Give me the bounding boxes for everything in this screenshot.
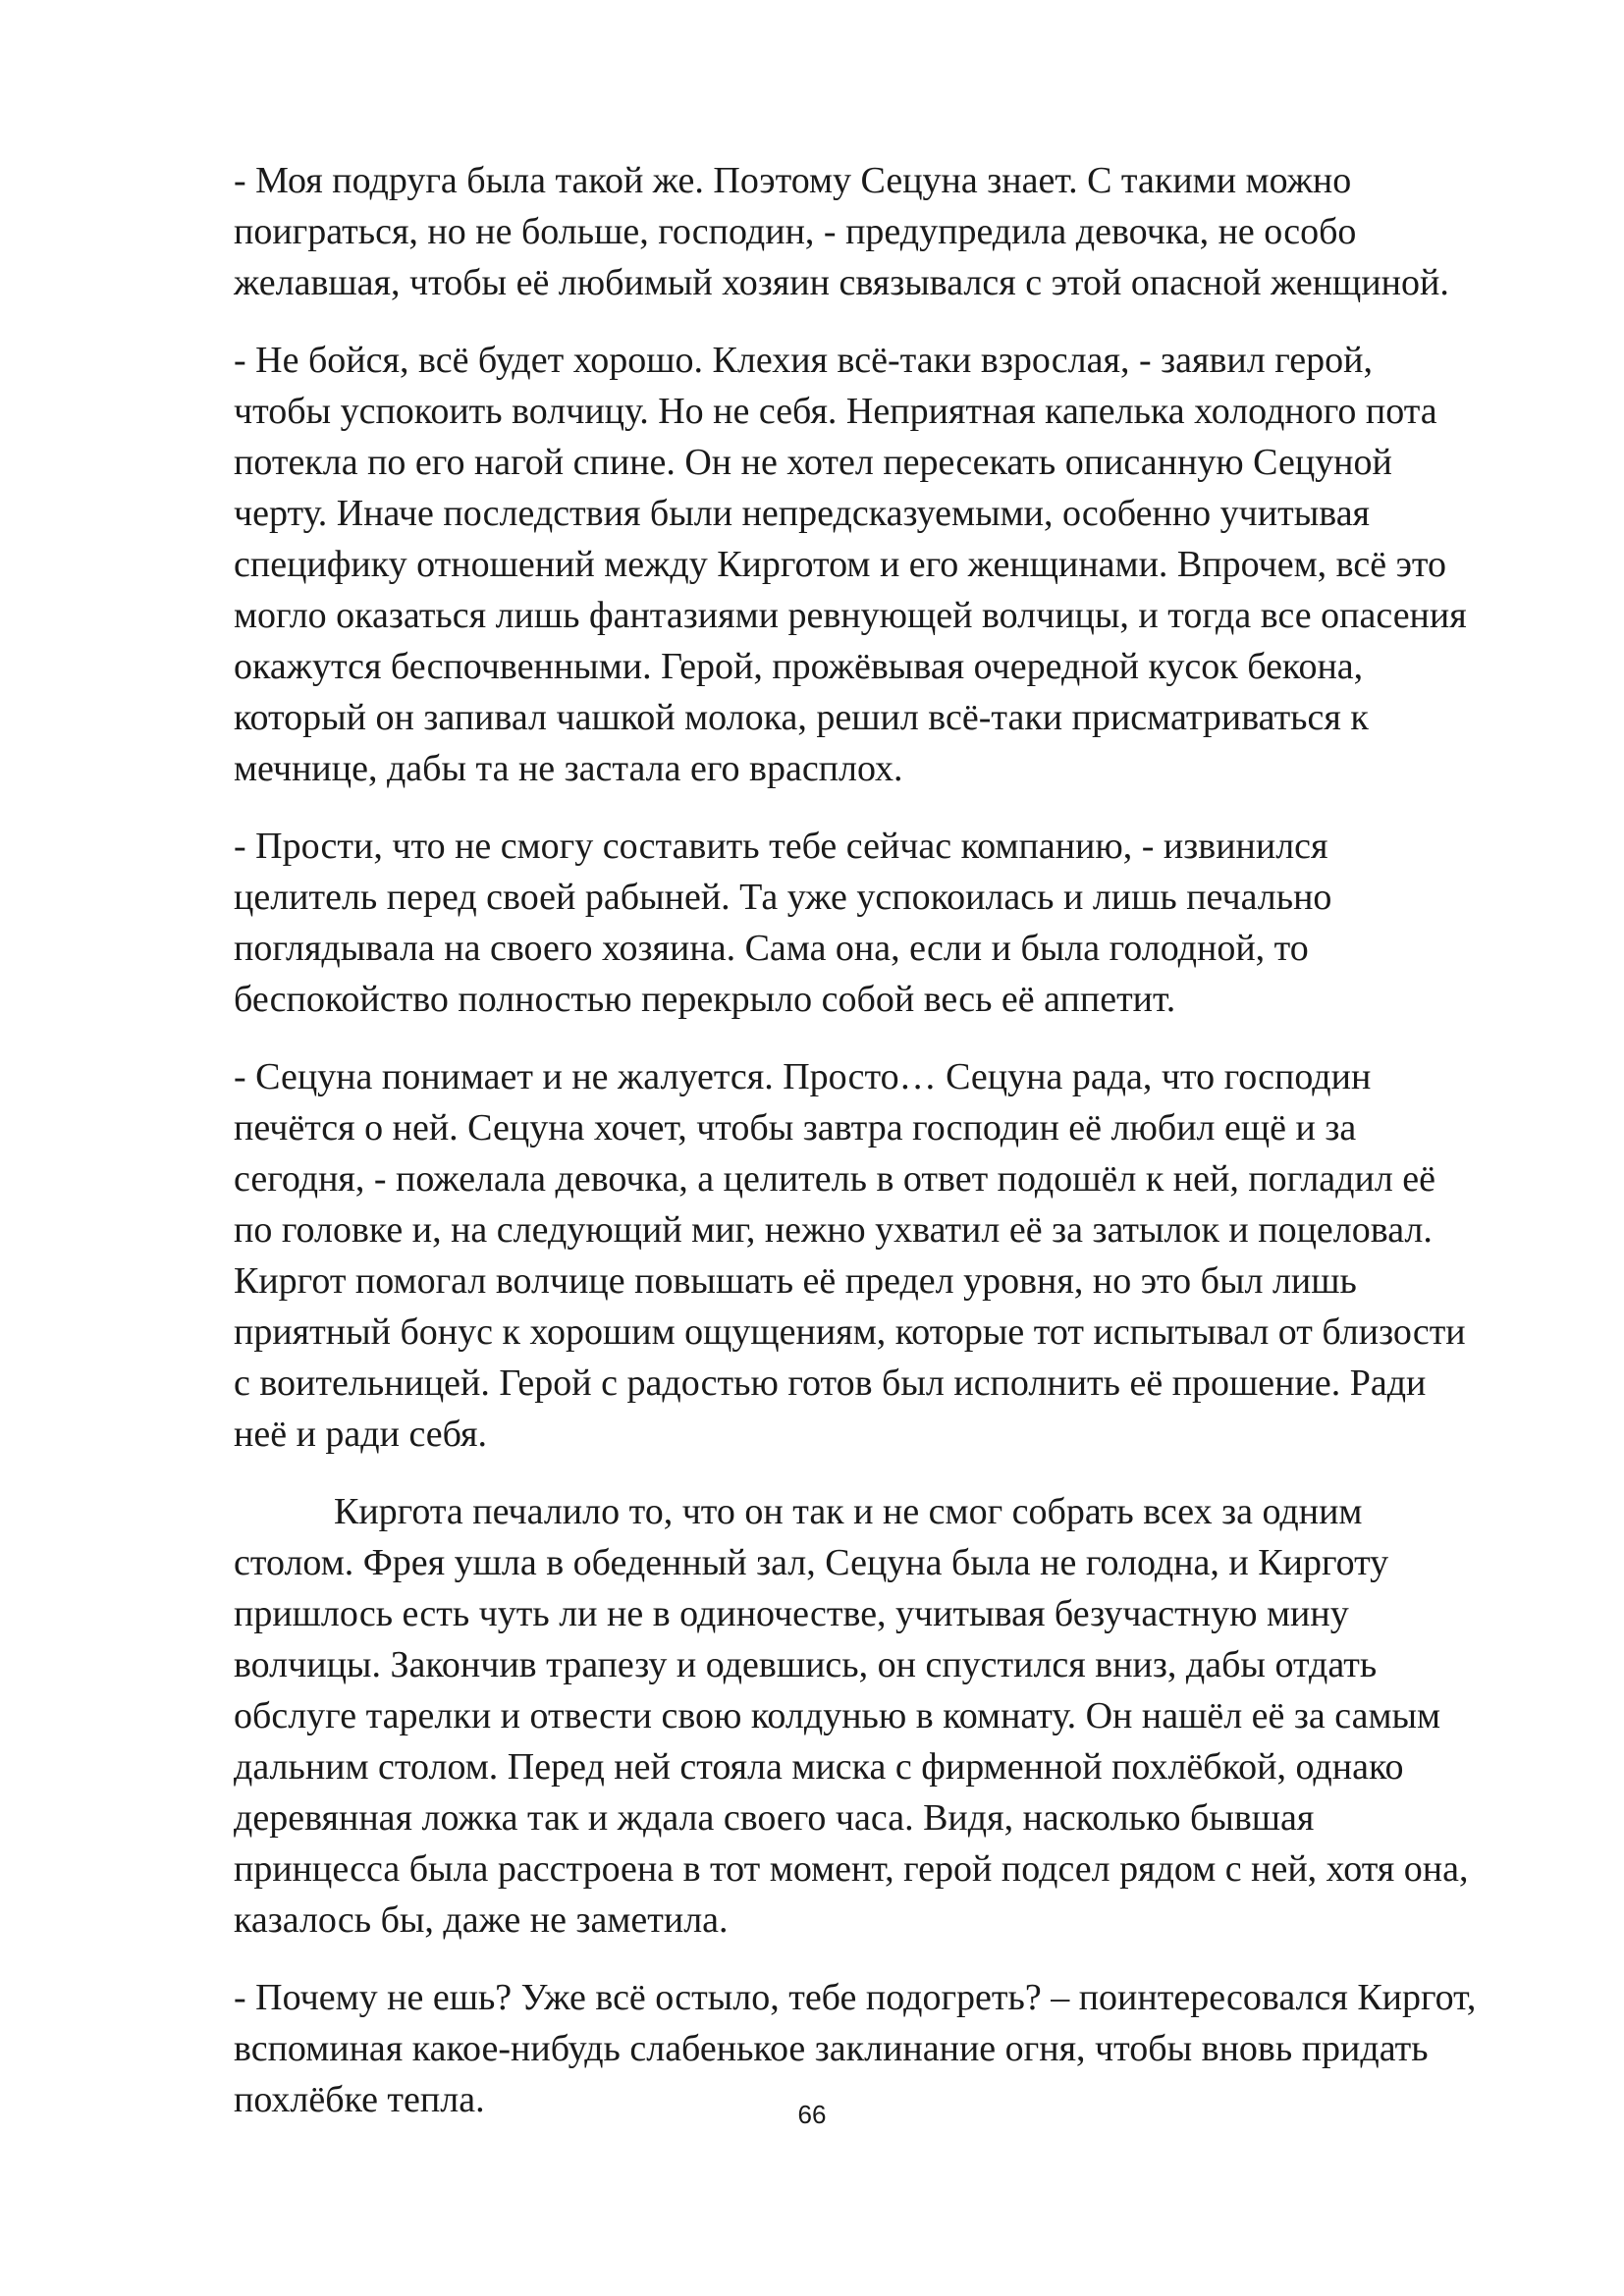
text-line: Киргот помогал волчице повышать её предел уровня, но это был лишь	[234, 1260, 1357, 1302]
text-line: черту. Иначе последствия были непредсказуемыми, особенно учитывая	[234, 493, 1371, 534]
text-line: приятный бонус к хорошим ощущениям, которые тот испытывал от близости	[234, 1311, 1466, 1353]
text-line: чтобы успокоить волчицу. Но не себя. Неприятная капелька холодного пота	[234, 391, 1437, 432]
text-line: казалось бы, даже не заметила.	[234, 1899, 729, 1941]
text-line: - Прости, что не смогу составить тебе сейчас компанию, - извинился	[234, 826, 1328, 867]
text-line: - Почему не ешь? Уже всё остыло, тебе подогреть? – поинтересовался Киргот,	[234, 1977, 1477, 2018]
text-line: по головке и, на следующий миг, нежно ухватил её за затылок и поцеловал.	[234, 1209, 1433, 1251]
text-line: принцесса была расстроена в тот момент, герой подсел рядом с ней, хотя она,	[234, 1848, 1469, 1890]
paragraph	[234, 1051, 1530, 1460]
text-line: целитель перед своей рабыней. Та уже успокоилась и лишь печально	[234, 877, 1332, 918]
text-line: печётся о ней. Сецуна хочет, чтобы завтра господин её любил ещё и за	[234, 1107, 1357, 1148]
text-line: который он запивал чашкой молока, решил всё-таки присматриваться к	[234, 697, 1369, 738]
text-line: столом. Фрея ушла в обеденный зал, Сецуна была не голодна, и Кирготу	[234, 1542, 1389, 1583]
text-line: - Моя подруга была такой же. Поэтому Сецуна знает. С такими можно	[234, 160, 1352, 201]
paragraph-gap	[234, 1460, 1530, 1486]
paragraph-gap	[234, 794, 1530, 821]
paragraph	[234, 335, 1530, 794]
text-body	[234, 155, 1530, 2125]
text-line: обслуге тарелки и отвести свою колдунью в комнату. Он нашёл её за самым	[234, 1695, 1441, 1736]
text-line: - Не бойся, всё будет хорошо. Клехия всё-таки взрослая, - заявил герой,	[234, 340, 1373, 381]
text-line: с воительницей. Герой с радостью готов был исполнить её прошение. Ради	[234, 1362, 1427, 1404]
text-line: могло оказаться лишь фантазиями ревнующей волчицы, и тогда все опасения	[234, 595, 1467, 636]
text-line: специфику отношений между Кирготом и его женщинами. Впрочем, всё это	[234, 544, 1447, 585]
text-line: волчицы. Закончив трапезу и одевшись, он спустился вниз, дабы отдать	[234, 1644, 1378, 1685]
text-line: пришлось есть чуть ли не в одиночестве, учитывая безучастную мину	[234, 1593, 1349, 1634]
text-line: сегодня, - пожелала девочка, а целитель в ответ подошёл к ней, погладил её	[234, 1158, 1436, 1200]
text-line: деревянная ложка так и ждала своего часа. Видя, насколько бывшая	[234, 1797, 1315, 1839]
text-line: беспокойство полностью перекрыло собой весь её аппетит.	[234, 979, 1176, 1020]
text-line: потекла по его нагой спине. Он не хотел пересекать описанную Сецуной	[234, 442, 1392, 483]
text-line: неё и ради себя.	[234, 1414, 488, 1455]
text-line: Киргота печалило то, что он так и не смог собрать всех за одним	[334, 1491, 1363, 1532]
text-line: - Сецуна понимает и не жалуется. Просто… Сецуна рада, что господин	[234, 1056, 1372, 1097]
paragraph-gap	[234, 1946, 1530, 1972]
text-line: вспоминая какое-нибудь слабенькое заклинание огня, чтобы вновь придать	[234, 2028, 1429, 2069]
text-line: окажутся беспочвенными. Герой, прожёвывая очередной кусок бекона,	[234, 646, 1364, 687]
text-line: поиграться, но не больше, господин, - предупредила девочка, не особо	[234, 211, 1357, 252]
paragraph-gap	[234, 1025, 1530, 1051]
paragraph	[234, 155, 1530, 308]
text-line: желавшая, чтобы её любимый хозяин связывался с этой опасной женщиной.	[234, 262, 1449, 303]
paragraph-gap	[234, 308, 1530, 335]
paragraph	[234, 1486, 1530, 1946]
page-number: 66	[797, 2100, 827, 2129]
text-line: мечнице, дабы та не застала его врасплох.	[234, 748, 903, 789]
text-line: поглядывала на своего хозяина. Сама она, если и была голодной, то	[234, 928, 1309, 969]
text-line: дальним столом. Перед ней стояла миска с фирменной похлёбкой, однако	[234, 1746, 1404, 1788]
text-line: похлёбке тепла.	[234, 2079, 485, 2120]
paragraph	[234, 821, 1530, 1025]
